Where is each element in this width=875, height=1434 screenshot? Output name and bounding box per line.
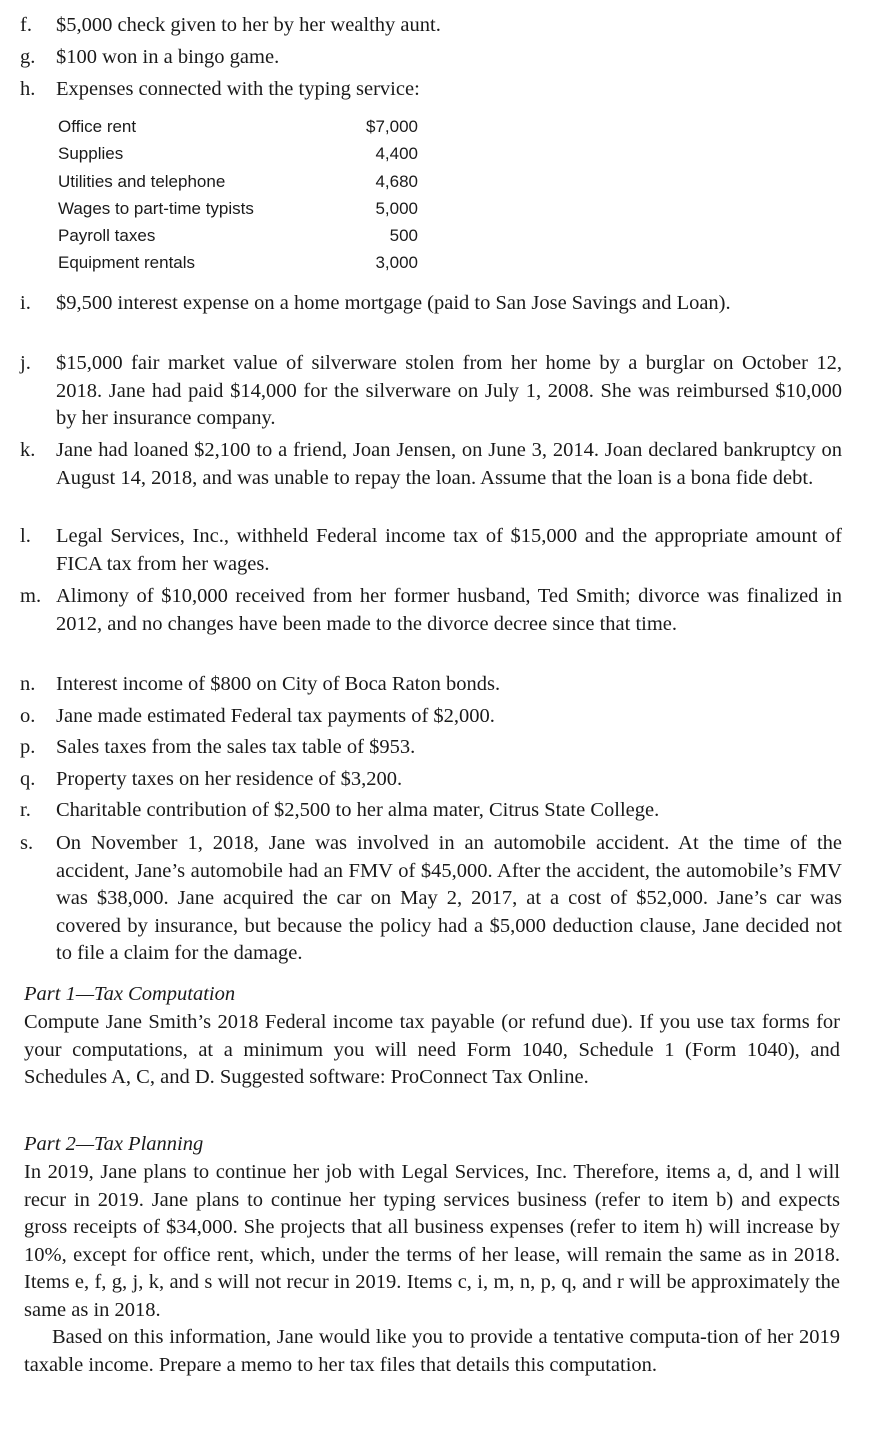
list-item-j — [20, 350, 842, 433]
list-item-o — [20, 703, 842, 731]
item-text: $5,000 check given to her by her wealthy aunt. — [56, 14, 441, 36]
item-text: $9,500 interest expense on a home mortgage (paid to San Jose Savings and Loan). — [56, 292, 731, 314]
table-row — [58, 140, 418, 167]
item-text: $15,000 fair market value of silverware stolen from her home by a burglar on October 12, 2018. Jane had paid $14,000 for the silverware on July 1, 2008. She was reimbursed $10,000 by her insurance company. — [56, 352, 842, 429]
item-text: Charitable contribution of $2,500 to her alma mater, Citrus State College. — [56, 799, 660, 821]
item-text: Legal Services, Inc., withheld Federal income tax of $15,000 and the appropriate amount of FICA tax from her wages. — [56, 525, 842, 575]
list-item-r — [20, 797, 842, 825]
table-row — [58, 168, 418, 195]
part1-body — [24, 1009, 840, 1092]
item-letter: m. — [20, 585, 42, 607]
expense-amount: 4,680 — [375, 171, 418, 191]
expense-label: Supplies — [58, 144, 124, 164]
list-item-n — [20, 671, 842, 699]
item-letter: s. — [20, 832, 34, 854]
list-item-h — [20, 76, 842, 104]
expense-amount: 4,400 — [375, 144, 418, 164]
list-item-q — [20, 766, 842, 794]
expense-amount: 5,000 — [375, 198, 418, 218]
item-text: On November 1, 2018, Jane was involved in an automobile accident. At the time of the accident, Jane’s automobile had an FMV of $45,000. After the accident, the automobile’s FMV was $38,000. Jane acquired the car on May 2, 2017, at a cost of $52,000. Jane’s car was covered by insurance, but because the policy had a $5,000 deduction clause, Jane decided not to file a claim for the damage. — [56, 832, 842, 964]
part1-title: Part 1—Tax Computation — [24, 983, 236, 1005]
expense-table — [58, 113, 418, 277]
expense-label: Utilities and telephone — [58, 171, 226, 191]
item-text: Jane had loaned $2,100 to a friend, Joan Jensen, on June 3, 2014. Joan declared bankruptcy on August 14, 2018, and was unable to repay the loan. Assume that the loan is a bona fide debt. — [56, 439, 842, 489]
list-item-f — [20, 12, 842, 40]
list-item-m — [20, 583, 842, 638]
item-letter: q. — [20, 768, 36, 790]
table-row — [58, 113, 418, 140]
part2-body — [24, 1159, 840, 1379]
expense-label: Equipment rentals — [58, 253, 196, 273]
item-letter: h. — [20, 78, 36, 100]
item-text: $100 won in a bingo game. — [56, 46, 280, 68]
item-text: Property taxes on her residence of $3,200. — [56, 768, 403, 790]
item-letter: p. — [20, 736, 36, 758]
expense-amount: 500 — [389, 226, 418, 246]
item-letter: n. — [20, 673, 36, 695]
list-item-l — [20, 523, 842, 578]
part1-paragraph: Compute Jane Smith’s 2018 Federal income tax payable (or refund due). If you use tax forms for your computations, at a minimum you will need Form 1040, Schedule 1 (Form 1040), and Schedules A, C, and D. Suggested software: ProConnect Tax Online. — [24, 1011, 840, 1088]
item-letter: g. — [20, 46, 36, 68]
item-letter: f. — [20, 14, 32, 36]
item-letter: l. — [20, 525, 31, 547]
item-text: Jane made estimated Federal tax payments of $2,000. — [56, 705, 495, 727]
part2-paragraph-1: In 2019, Jane plans to continue her job with Legal Services, Inc. Therefore, items a, d, and l will recur in 2019. Jane plans to continue her typing services business (refer to item b) and expects gross receipts of $34,000. She projects that all business expenses (refer to item h) will increase by 10%, except for office rent, which, under the terms of her lease, will remain the same as in 2018. Items e, f, g, j, k, and s will not recur in 2019. Items c, i, m, n, p, q, and r will be approximately the same as in 2018. — [24, 1161, 840, 1321]
list-item-g — [20, 44, 842, 72]
item-letter: i. — [20, 292, 31, 314]
part2-title: Part 2—Tax Planning — [24, 1133, 204, 1155]
table-row — [58, 222, 418, 249]
table-row — [58, 249, 418, 276]
expense-label: Payroll taxes — [58, 226, 156, 246]
list-item-p — [20, 734, 842, 762]
table-row — [58, 195, 418, 222]
item-letter: r. — [20, 799, 31, 821]
expense-amount: $7,000 — [366, 117, 418, 136]
item-text: Interest income of $800 on City of Boca Raton bonds. — [56, 673, 501, 695]
part2-paragraph-2: Based on this information, Jane would like you to provide a tentative computa-tion of her 2019 taxable income. Prepare a memo to her tax files that details this computation. — [24, 1326, 840, 1376]
list-item-k — [20, 437, 842, 492]
list-item-s — [20, 830, 842, 968]
expense-label: Office rent — [58, 117, 137, 136]
list-item-i — [20, 290, 842, 318]
expense-label: Wages to part-time typists — [58, 198, 254, 218]
item-text: Sales taxes from the sales tax table of $953. — [56, 736, 416, 758]
item-letter: o. — [20, 705, 36, 727]
item-text: Expenses connected with the typing service: — [56, 78, 420, 100]
item-letter: k. — [20, 439, 36, 461]
item-text: Alimony of $10,000 received from her former husband, Ted Smith; divorce was finalized in 2012, and no changes have been made to the divorce decree since that time. — [56, 585, 842, 635]
item-letter: j. — [20, 352, 31, 374]
expense-amount: 3,000 — [375, 253, 418, 273]
